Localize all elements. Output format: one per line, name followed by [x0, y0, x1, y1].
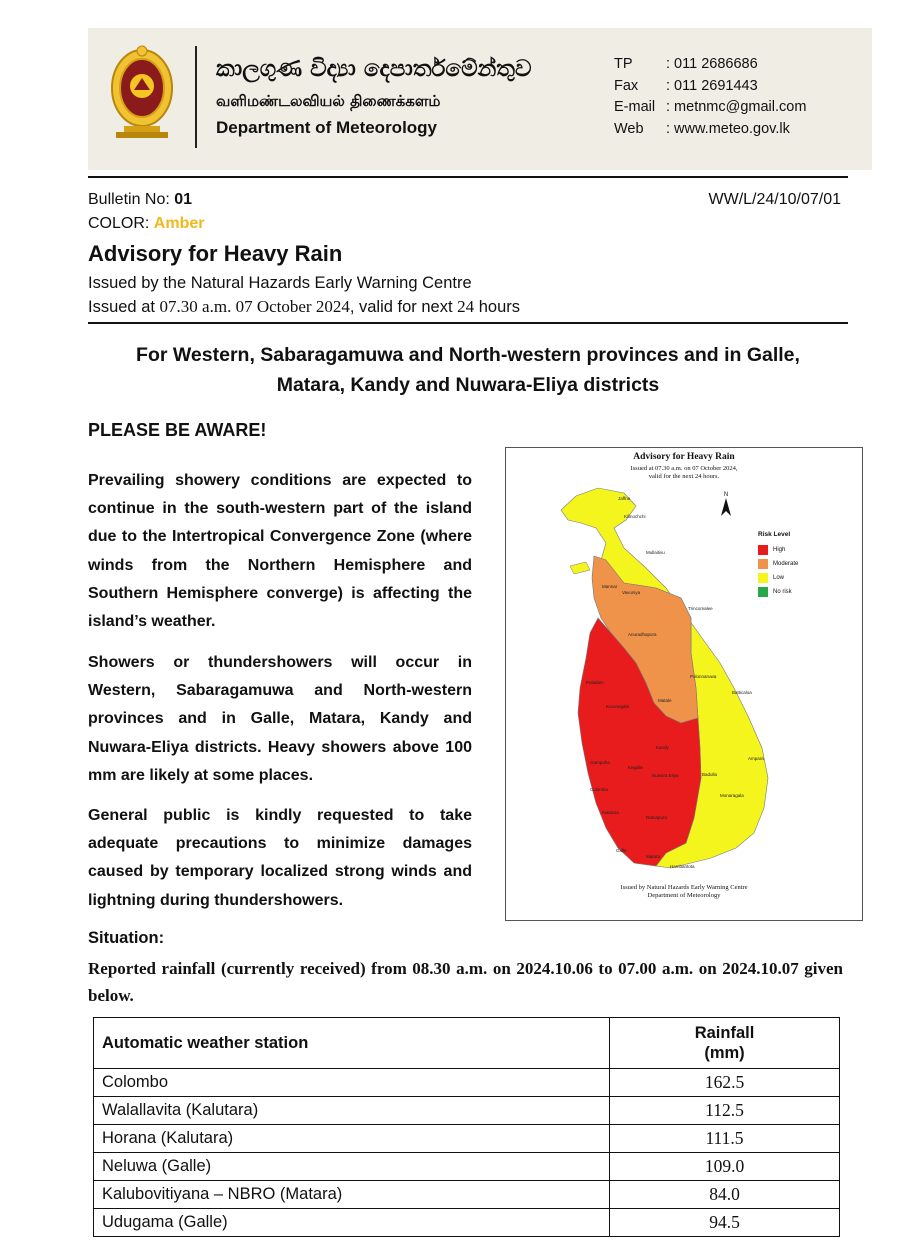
dept-name-sinhala: කාලගුණ විද්‍යා දෙපාර්තමේන්තුව: [216, 56, 532, 82]
district-label: Kandy: [656, 745, 669, 750]
station-name: Walallavita (Kalutara): [94, 1097, 610, 1125]
district-label: Polonnaruwa: [690, 674, 717, 679]
issued-by: Issued by the Natural Hazards Early Warning Centre: [88, 274, 472, 292]
district-label: Batticaloa: [732, 690, 752, 695]
contact-row-email: E-mail : metnmc@gmail.com: [614, 97, 806, 119]
table-row: [94, 1069, 840, 1097]
north-arrow-icon: N: [720, 492, 732, 518]
district-label: Kilinochchi: [624, 514, 646, 519]
situation-label: Situation:: [88, 929, 165, 947]
rainfall-table: [93, 1017, 840, 1237]
rainfall-value: 84.0: [610, 1181, 840, 1209]
station-name: Udugama (Galle): [94, 1209, 610, 1237]
contact-row-web: Web : www.meteo.gov.lk: [614, 119, 806, 141]
district-label: Trincomalee: [688, 606, 713, 611]
color-value: Amber: [153, 215, 205, 232]
sri-lanka-emblem-icon: [106, 42, 178, 142]
table-row: [94, 1125, 840, 1153]
district-label: Colombo: [590, 787, 609, 792]
district-label: Vavuniya: [622, 590, 641, 595]
paragraph-showers: Showers or thundershowers will occur in Western, Sabaragamuwa and North-western provinces and in Galle, Matara, Kandy and Nuwara-Eliya districts. Heavy showers above 100 mm are likely at some places.: [88, 654, 472, 784]
legend-item-moderate: Moderate: [758, 557, 798, 571]
rainfall-intro: Reported rainfall (currently received) from 08.30 a.m. on 2024.10.06 to 07.00 a.m. on 2024.10.07 given below.: [88, 959, 843, 1005]
col-header-station: Automatic weather station: [94, 1018, 610, 1069]
header-divider: [195, 46, 197, 148]
dept-name-tamil: வளிமண்டலவியல் திணைக்களம்: [216, 92, 441, 110]
district-label: Kurunegala: [606, 704, 630, 709]
rainfall-value: 112.5: [610, 1097, 840, 1125]
map-title: Advisory for Heavy Rain: [633, 452, 735, 462]
district-label: Gampaha: [590, 760, 610, 765]
contact-row-tp: TP : 011 2686686: [614, 56, 758, 72]
district-label: Ratnapura: [646, 815, 668, 820]
email-link[interactable]: : metnmc@gmail.com: [666, 99, 807, 115]
contact-row-fax: Fax : 011 2691443: [614, 77, 758, 94]
district-label: Ampara: [748, 756, 764, 761]
rainfall-value: 111.5: [610, 1125, 840, 1153]
website-link[interactable]: : www.meteo.gov.lk: [666, 120, 790, 137]
district-label: Hambantota: [670, 864, 695, 869]
top-rule: [88, 176, 848, 178]
legend-item-high: High: [758, 543, 798, 557]
issued-at: Issued at 07.30 a.m. 07 October 2024, valid for next 24 hours: [88, 297, 520, 316]
station-name: Colombo: [94, 1069, 610, 1097]
station-name: Neluwa (Galle): [94, 1153, 610, 1181]
station-name: Horana (Kalutara): [94, 1125, 610, 1153]
district-label: Kegalle: [628, 765, 644, 770]
contact-block: [614, 54, 806, 140]
district-label: Matara: [646, 854, 661, 859]
legend-item-low: Low: [758, 571, 798, 585]
rainfall-value: 162.5: [610, 1069, 840, 1097]
paragraph-precautions: General public is kindly requested to take adequate precautions to minimize damages caused by temporary localized strong winds and lightning during thundershowers.: [88, 807, 472, 909]
table-row: [94, 1181, 840, 1209]
advisory-title: Advisory for Heavy Rain: [88, 241, 343, 266]
district-label: Galle: [616, 848, 627, 853]
table-row: [94, 1209, 840, 1237]
district-label: Kalutara: [602, 810, 619, 815]
title-rule: [88, 322, 848, 324]
affected-areas: For Western, Sabaragamuwa and North-western provinces and in Galle, Matara, Kandy and Nuwara-Eliya districts: [136, 344, 800, 396]
district-label: Badulla: [702, 772, 718, 777]
map-subtitle: Issued at 07.30 a.m. on 07 October 2024, valid for the next 24 hours.: [630, 465, 738, 480]
rainfall-value: 109.0: [610, 1153, 840, 1181]
bulletin-number: Bulletin No: 01: [88, 191, 193, 208]
district-label: Puttalam: [586, 680, 604, 685]
district-label: Anuradhapura: [628, 632, 657, 637]
table-row: [94, 1153, 840, 1181]
col-header-rainfall: Rainfall (mm): [610, 1018, 840, 1069]
district-label: Matale: [658, 698, 672, 703]
bulletin-reference: WW/L/24/10/07/01: [708, 191, 841, 208]
district-label: Jaffna: [618, 496, 631, 501]
bulletin-color: COLOR: Amber: [88, 215, 205, 232]
map-legend: Risk Level High Moderate Low No risk: [758, 531, 798, 599]
risk-map: [505, 447, 863, 921]
table-header-row: [94, 1018, 840, 1069]
legend-item-no-risk: No risk: [758, 585, 798, 599]
please-be-aware: PLEASE BE AWARE!: [88, 420, 267, 440]
station-name: Kalubovitiyana – NBRO (Matara): [94, 1181, 610, 1209]
district-label: Monaragala: [720, 793, 744, 798]
sri-lanka-map: [506, 448, 862, 920]
dept-name-english: Department of Meteorology: [216, 118, 438, 137]
table-row: [94, 1097, 840, 1125]
district-label: Mullaitivu: [646, 550, 665, 555]
map-footer: Issued by Natural Hazards Early Warning Centre Department of Meteorology: [620, 884, 748, 899]
rainfall-value: 94.5: [610, 1209, 840, 1237]
district-label: Mannar: [602, 584, 618, 589]
paragraph-conditions: Prevailing showery conditions are expected to continue in the south-western part of the island due to the Intertropical Convergence Zone (where winds from the Northern Hemisphere and Southern Hemisphere converge) is affecting the island’s weather.: [88, 472, 472, 631]
district-label: Nuwara Eliya: [652, 773, 679, 778]
